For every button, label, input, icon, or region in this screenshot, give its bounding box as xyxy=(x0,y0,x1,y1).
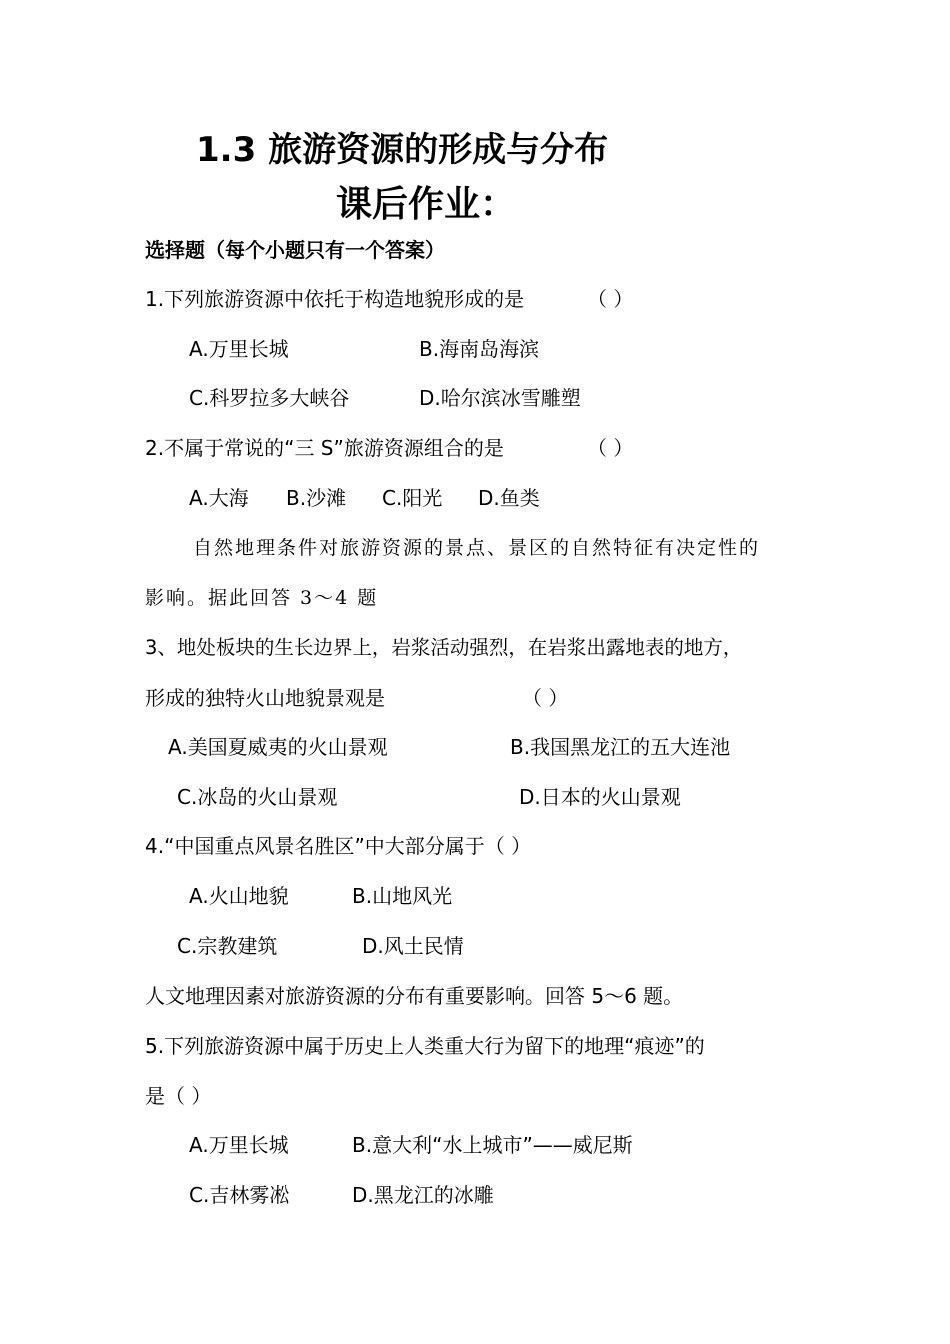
passage-2: 人文地理因素对旅游资源的分布有重要影响。回答 5～6 题。 xyxy=(145,984,684,1008)
document-subtitle: 课后作业： xyxy=(336,184,517,225)
question-5-option-c: C.吉林雾凇 xyxy=(189,1183,290,1207)
question-3-option-d: D.日本的火山景观 xyxy=(519,785,681,809)
question-5-line-2: 是（ ） xyxy=(145,1084,212,1108)
question-3-option-a: A.美国夏威夷的火山景观 xyxy=(168,735,388,759)
question-2-option-a: A.大海 xyxy=(189,486,249,510)
question-5-option-b: B.意大利“水上城市”——威尼斯 xyxy=(352,1133,633,1157)
passage-1-line-1: 自然地理条件对旅游资源的景点、景区的自然特征有决定性的 xyxy=(193,537,761,559)
question-3-option-b: B.我国黑龙江的五大连池 xyxy=(510,735,731,759)
question-1-option-c: C.科罗拉多大峡谷 xyxy=(189,386,350,410)
question-4-option-b: B.山地风光 xyxy=(352,884,453,908)
question-5-option-d: D.黑龙江的冰雕 xyxy=(352,1183,494,1207)
question-4-stem: 4.“中国重点风景名胜区”中大部分属于（ ） xyxy=(145,834,532,858)
question-5-option-a: A.万里长城 xyxy=(189,1133,289,1157)
question-3-line-2: 形成的独特火山地貌景观是 xyxy=(145,686,385,710)
question-2-stem: 2.不属于常说的“三 S”旅游资源组合的是 xyxy=(145,436,504,460)
question-3-answer-paren: （ ） xyxy=(522,686,569,710)
question-4-option-a: A.火山地貌 xyxy=(189,884,289,908)
question-1-option-a: A.万里长城 xyxy=(189,337,289,361)
question-1-stem: 1.下列旅游资源中依托于构造地貌形成的是 xyxy=(145,287,525,311)
question-2-answer-paren: （ ） xyxy=(587,436,634,460)
question-2-option-c: C.阳光 xyxy=(382,486,443,510)
passage-1-line-2: 影响。据此回答 3～4 题 xyxy=(145,587,379,609)
document-title: 1.3 旅游资源的形成与分布 xyxy=(196,130,609,170)
question-1-option-b: B.海南岛海滨 xyxy=(419,337,540,361)
question-3-line-1: 3、地处板块的生长边界上，岩浆活动强烈，在岩浆出露地表的地方， xyxy=(145,636,743,659)
question-2-option-d: D.鱼类 xyxy=(478,486,540,510)
question-3-option-c: C.冰岛的火山景观 xyxy=(177,785,338,809)
question-4-option-c: C.宗教建筑 xyxy=(177,934,278,958)
question-1-answer-paren: （ ） xyxy=(587,287,634,311)
question-1-option-d: D.哈尔滨冰雪雕塑 xyxy=(419,386,581,410)
question-5-line-1: 5.下列旅游资源中属于历史上人类重大行为留下的地理“痕迹”的 xyxy=(145,1034,705,1058)
question-4-option-d: D.风土民情 xyxy=(362,934,464,958)
question-2-option-b: B.沙滩 xyxy=(286,486,347,510)
section-heading: 选择题（每个小题只有一个答案） xyxy=(145,238,445,262)
